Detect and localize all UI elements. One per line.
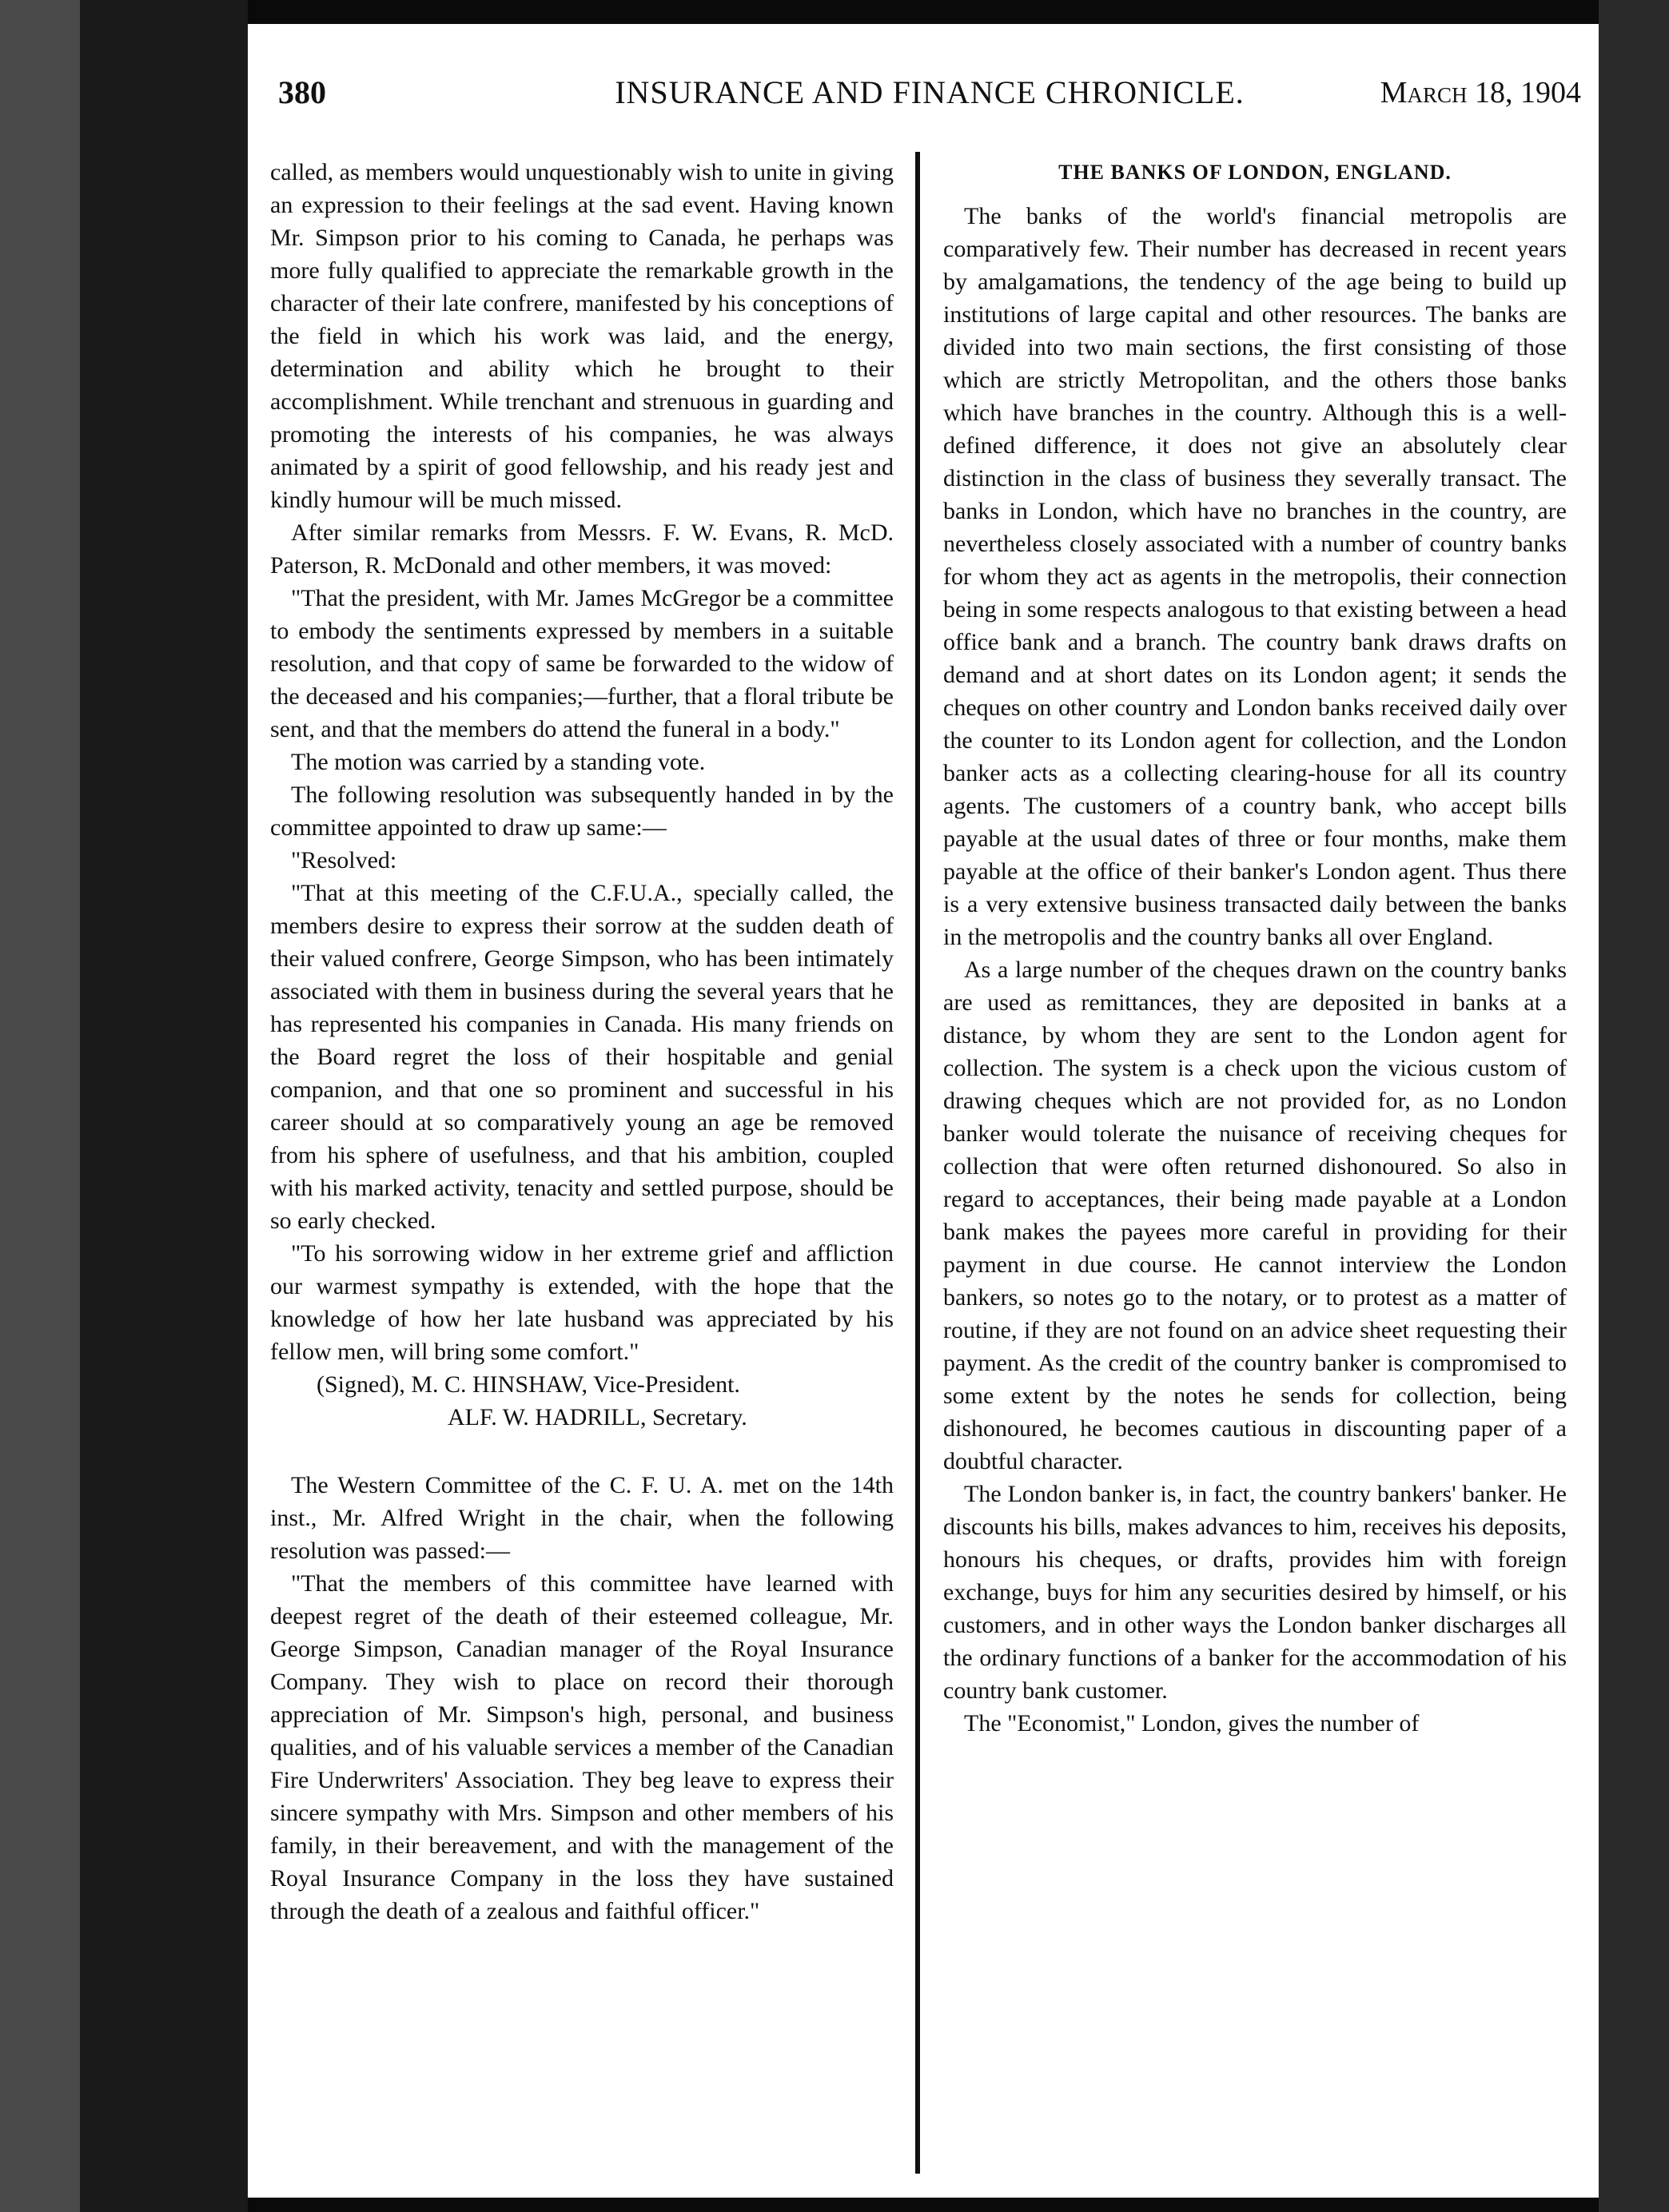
signature-block [270,1368,894,1434]
signature-line: ALF. W. HADRILL, Secretary. [448,1404,747,1430]
paragraph: After similar remarks from Messrs. F. W. Evans, R. McD. Paterson, R. McDonald and other members, it was moved: [270,519,894,579]
document-page [248,24,1599,2198]
column-divider [915,152,920,2174]
paragraph: "That the members of this committee have learned with deepest regret of the death of their esteemed colleague, Mr. George Simpson, Canadian manager of the Royal Insurance Company. They wish to place on record their thorough appreciation of Mr. Simpson's high, personal, and business qualities, and of his valuable services a member of the Canadian Fire Underwriters' Association. They beg leave to express their sincere sympathy with Mrs. Simpson and other members of his family, in their bereavement, and with the management of the Royal Insurance Company in the loss they have sustained through the death of a zealous and faithful officer." [270,1570,894,1924]
article-heading: THE BANKS OF LONDON, ENGLAND. [1058,161,1452,184]
journal-title: INSURANCE AND FINANCE CHRONICLE. [615,74,1245,110]
paragraph: called, as members would unquestionably wish to unite in giving an expression to their feelings at the sad event. Having known Mr. Simpson prior to his coming to Canada, he perhaps was more fully qualified to appreciate the remarkable growth in the character of their late confrere, manifested by his conceptions of the field in which his work was laid, and the energy, determination and ability which he brought to their accomplishment. While trenchant and strenuous in guarding and promoting the interests of his companies, he was always animated by a spirit of good fellowship, and his ready jest and kindly humour will be much missed. [270,159,894,513]
scan-binding-shadow [80,0,248,2212]
scan-right-margin [1599,0,1669,2212]
right-column [943,156,1567,1740]
paragraph: "That the president, with Mr. James McGregor be a committee to embody the sentiments expressed by members in a suitable resolution, and that copy of same be forwarded to the widow of the deceased and his companies;—further, that a floral tribute be sent, and that the members do attend the funeral in a body." [270,585,894,742]
running-header [278,74,1581,121]
paragraph: The banks of the world's financial metropolis are comparatively few. Their number has decreased in recent years by amalgamations, the tendency of the age being to build up institutions of large capital and other resources. The banks are divided into two main sections, the first consisting of those which are strictly Metropolitan, and the others those banks which have branches in the country. Although this is a well-defined difference, it does not give an absolutely clear distinction in the class of business they severally transact. The banks in London, which have no branches in the country, are nevertheless closely associated with a number of country banks for whom they act as agents in the metropolis, their connection being in some respects analogous to that existing between a head office bank and a branch. The country bank draws drafts on demand and at short dates on its London agent; it sends the cheques on other country and London banks received daily over the counter to its London agent for collection, and the London banker acts as a collecting clearing-house for all its country agents. The customers of a country bank, who accept bills payable at the usual dates of three or four months, make them payable at the office of their banker's London agent. Thus there is a very extensive business transacted daily between the banks in the metropolis and the country banks all over England. [943,203,1567,950]
paragraph: "Resolved: [291,847,397,873]
paragraph: The Western Committee of the C. F. U. A. met on the 14th inst., Mr. Alfred Wright in the chair, when the following resolution was passed:— [270,1472,894,1564]
left-column [270,156,894,1928]
paragraph: The following resolution was subsequently handed in by the committee appointed to draw up same:— [270,782,894,841]
issue-date: March 18, 1904 [1380,76,1581,109]
paragraph: The London banker is, in fact, the country bankers' banker. He discounts his bills, makes advances to him, receives his deposits, honours his cheques, or drafts, provides him with foreign exchange, buys for him any securities desired by himself, or his customers, and in other ways the London banker discharges all the ordinary functions of a banker for the accommodation of his country bank customer. [943,1481,1567,1704]
section-gap [270,1434,894,1469]
page-number: 380 [278,74,326,110]
paragraph: As a large number of the cheques drawn on the country banks are used as remittances, they are deposited in banks at a distance, by whom they are sent to the London agent for collection. The system is a check upon the vicious custom of drawing cheques which are not provided for, as no London banker would tolerate the nuisance of receiving cheques for collection that were often returned dishonoured. So also in regard to acceptances, their being made payable at a London bank makes the payees more careful in providing for their payment in due course. He cannot interview the London bankers, so notes go to the notary, or to protest as a matter of routine, if they are not found on an advice sheet requesting their payment. As the credit of the country banker is compromised to some extent by the notes he sends for collection, being dishonoured, he becomes cautious in discounting paper of a doubtful character. [943,957,1567,1474]
paragraph: The motion was carried by a standing vote. [291,749,706,775]
paragraph: "To his sorrowing widow in her extreme grief and affliction our warmest sympathy is extended, with the hope that the knowledge of how her late husband was appreciated by his fellow men, will bring some comfort." [270,1240,894,1365]
paragraph: "That at this meeting of the C.F.U.A., specially called, the members desire to express their sorrow at the sudden death of their valued confrere, George Simpson, who has been intimately associated with them in business during the several years that he has represented his companies in Canada. His many friends on the Board regret the loss of their hospitable and genial companion, and that one so prominent and successful in his career should at so comparatively young an age be removed from his sphere of usefulness, and that his ambition, coupled with his marked activity, tenacity and settled purpose, should be so early checked. [270,880,894,1234]
paragraph: The "Economist," London, gives the number of [964,1710,1420,1737]
signature-line: (Signed), M. C. HINSHAW, Vice-President. [317,1371,740,1398]
scan-left-margin [0,0,80,2212]
